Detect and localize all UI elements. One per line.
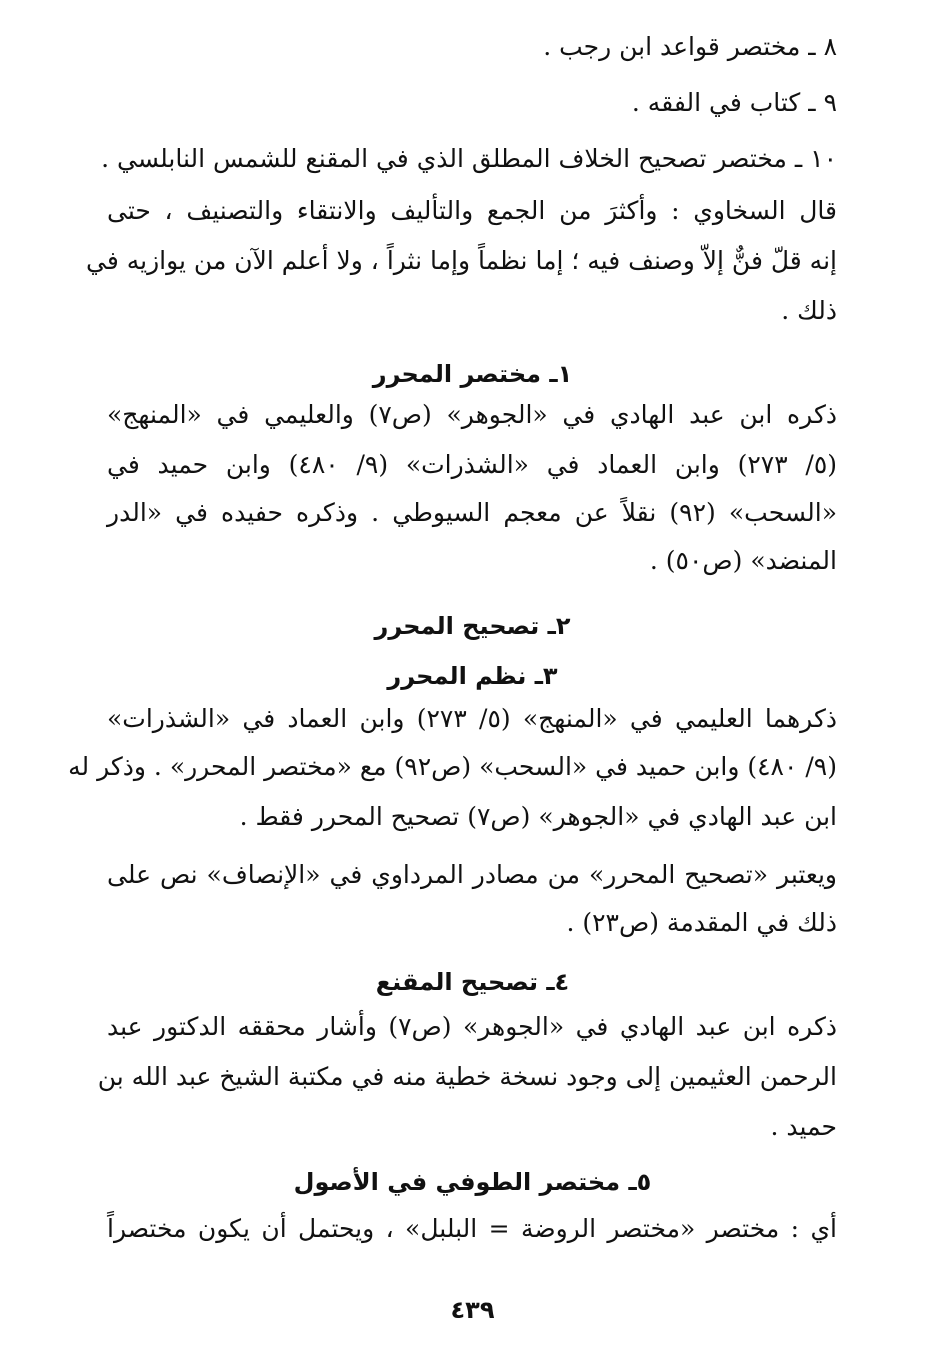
paragraph-line: حميد .: [770, 1112, 837, 1141]
list-item: ١٠ ـ مختصر تصحيح الخلاف المطلق الذي في المقنع للشمس النابلسي .: [101, 144, 837, 173]
paragraph-line: (٥/ ٢٧٣) وابن العماد في «الشذرات» (٩/ ٤٨٠) وابن حميد في: [107, 450, 838, 479]
paragraph-line: المنضد» (ص٥٠) .: [649, 546, 837, 575]
paragraph-line: ذكره ابن عبد الهادي في «الجوهر» (ص٧) والعليمي في «المنهج»: [107, 400, 837, 429]
section-heading: ٢ـ تصحيح المحرر: [374, 612, 571, 640]
paragraph-line: (٩/ ٤٨٠) وابن حميد في «السحب» (ص٩٢) مع «مختصر المحرر» . وذكر له: [68, 752, 837, 781]
section-heading: ١ـ مختصر المحرر: [372, 360, 573, 388]
paragraph-line: ابن عبد الهادي في «الجوهر» (ص٧) تصحيح المحرر فقط .: [239, 802, 837, 831]
paragraph-line: «السحب» (٩٢) نقلاً عن معجم السيوطي . وذكره حفيده في «الدر: [107, 498, 838, 527]
paragraph-line: ذلك .: [781, 296, 837, 325]
section-heading: ٤ـ تصحيح المقنع: [375, 968, 570, 996]
paragraph-line: الرحمن العثيمين إلى وجود نسخة خطية منه في مكتبة الشيخ عبد الله بن: [97, 1062, 837, 1091]
paragraph-line: ويعتبر «تصحيح المحرر» من مصادر المرداوي في «الإنصاف» نص على: [107, 860, 837, 889]
section-heading: ٥ـ مختصر الطوفي في الأصول: [293, 1168, 652, 1196]
page-number: ٤٣٩: [450, 1296, 495, 1324]
list-item: ٨ ـ مختصر قواعد ابن رجب .: [543, 32, 837, 61]
paragraph-line: قال السخاوي : وأكثرَ من الجمع والتأليف والانتقاء والتصنيف ، حتى: [107, 196, 837, 225]
paragraph-line: أي : مختصر «مختصر الروضة = البلبل» ، ويحتمل أن يكون مختصراً: [107, 1214, 837, 1243]
paragraph-line: إنه قلّ فنٌّ إلاّ وصنف فيه ؛ إما نظماً وإما نثراً ، ولا أعلم الآن من يوازيه في: [85, 246, 837, 275]
list-item: ٩ ـ كتاب في الفقه .: [631, 88, 837, 117]
paragraph-line: ذلك في المقدمة (ص٢٣) .: [566, 908, 837, 937]
paragraph-line: ذكره ابن عبد الهادي في «الجوهر» (ص٧) وأشار محققه الدكتور عبد: [107, 1012, 837, 1041]
section-heading: ٣ـ نظم المحرر: [387, 662, 558, 690]
paragraph-line: ذكرهما العليمي في «المنهج» (٥/ ٢٧٣) وابن العماد في «الشذرات»: [107, 704, 837, 733]
